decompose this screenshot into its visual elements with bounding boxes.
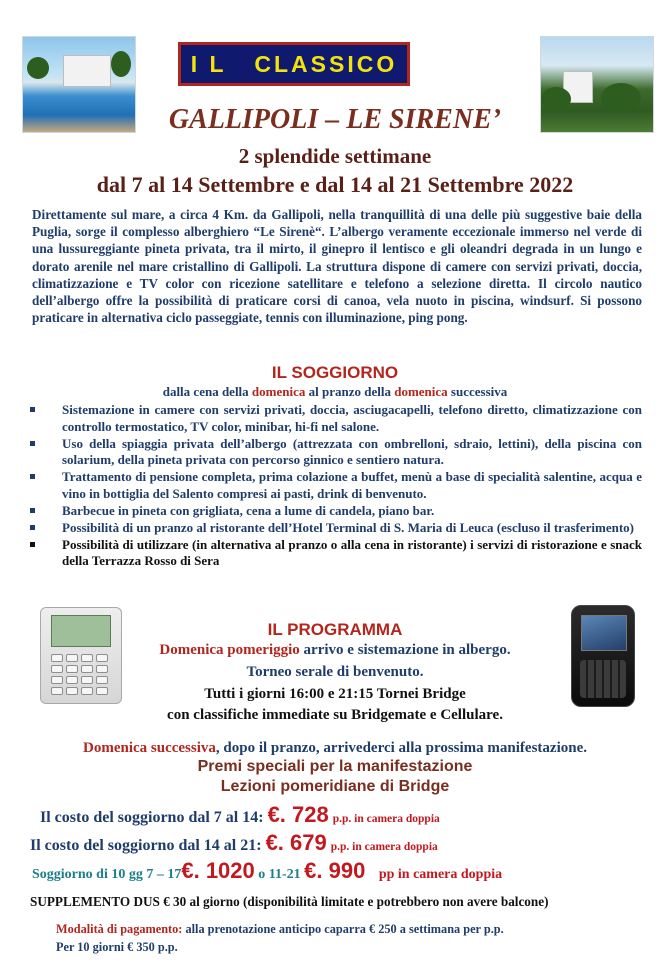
programma-title: IL PROGRAMMA <box>267 620 403 639</box>
price-note: p.p. in camera doppia <box>332 813 440 825</box>
programma-line-3: Tutti i giorni 16:00 e 21:15 Tornei Bridge <box>204 686 466 702</box>
pagamento-label: Modalità di pagamento: <box>56 922 183 936</box>
bullet-icon <box>30 508 35 513</box>
programma-line-2: Torneo serale di benvenuto. <box>246 664 424 680</box>
list-item-text: Possibilità di utilizzare (in alternativa al pranzo o alla cena in ristorante) i servizi di ristorazione e snack della Terrazza Rosso di Sera <box>62 536 642 569</box>
price-note: pp in camera doppia <box>378 867 503 882</box>
programma-line-4: con classifiche immediate su Bridgemate e Cellulare. <box>167 707 503 723</box>
programma-line-1 <box>0 642 670 659</box>
soggiorno-sub-b: domenica <box>251 384 306 399</box>
soggiorno-sub-e: successiva <box>450 384 508 399</box>
price-mid: o 11-21 <box>258 867 301 882</box>
pagamento-block <box>56 920 636 956</box>
bullet-icon <box>30 525 35 530</box>
soggiorno-sub-c: al pranzo della <box>308 384 391 399</box>
list-item <box>30 520 642 537</box>
price-note: p.p. in camera doppia <box>330 841 438 853</box>
supplemento-text: SUPPLEMENTO DUS € 30 al giorno (disponibilità limitate e potrebbero non avere balcone) <box>30 894 549 909</box>
bullet-icon <box>30 474 35 479</box>
price-label: Il costo del soggiorno dal 7 al 14: <box>40 809 264 826</box>
list-item-text: Sistemazione in camere con servizi privati, doccia, asciugacapelli, telefono diretto, climatizzazione con controllo termostatico, TV color, minibar, hi-fi nel salone. <box>62 402 642 434</box>
closing-rest: , dopo il pranzo, arrivederci alla prossima manifestazione. <box>215 740 587 756</box>
pagamento-line-1 <box>56 920 636 938</box>
price-row-week2 <box>30 830 438 856</box>
dates-heading: dal 7 al 14 Settembre e dal 14 al 21 Settembre 2022 <box>96 172 574 197</box>
location-heading: GALLIPOLI – LE SIRENE’ <box>168 104 502 135</box>
soggiorno-sub-d: domenica <box>394 384 448 399</box>
price-value: €. 679 <box>265 830 327 855</box>
list-item <box>30 402 642 435</box>
list-item-text: Trattamento di pensione completa, prima colazione a buffet, menù a base di specialità salentine, acqua e vino in bottiglia del Salento compresi ai pasti, drink di benvenuto. <box>62 469 642 501</box>
list-item-text: Uso della spiaggia privata dell’albergo (attrezzata con ombrelloni, sdraio, lettini), della piscina con solarium, della pineta privata con percorso ginnico e sentiero natura. <box>62 435 642 468</box>
soggiorno-sub-a: dalla cena della <box>162 384 249 399</box>
price-value: €. 728 <box>267 802 329 827</box>
price-row-week1 <box>40 802 440 828</box>
list-item-text: Barbecue in pineta con grigliata, cena a lume di candela, piano bar. <box>62 502 435 518</box>
programma-line-1-red: Domenica pomeriggio <box>159 642 300 658</box>
premi-heading: Premi speciali per la manifestazione <box>197 758 473 775</box>
pagamento-text: alla prenotazione anticipo caparra € 250 a settimana per p.p. <box>182 922 504 936</box>
subtitle-heading: 2 splendide settimane <box>238 144 432 168</box>
list-item <box>30 469 642 502</box>
soggiorno-list <box>30 402 642 571</box>
closing-line <box>0 740 670 757</box>
soggiorno-subtitle <box>0 384 670 400</box>
closing-red: Domenica successiva <box>83 740 216 756</box>
title-text: I L CLASSICO <box>190 50 398 77</box>
bullet-icon <box>30 407 35 412</box>
price-value: €. 1020 <box>181 858 255 883</box>
pagamento-line-2: Per 10 giorni € 350 p.p. <box>56 940 178 954</box>
price-label: Soggiorno di 10 gg 7 – 17 <box>32 867 182 882</box>
list-item <box>30 503 642 520</box>
price-value-2: €. 990 <box>304 858 366 883</box>
soggiorno-title: IL SOGGIORNO <box>271 363 399 382</box>
list-item-text: Possibilità di un pranzo al ristorante dell’Hotel Terminal di S. Maria di Leuca (escluso il trasferimento) <box>62 519 634 535</box>
intro-paragraph: Direttamente sul mare, a circa 4 Km. da Gallipoli, nella tranquillità di una delle più suggestive baie della Puglia, sorge il complesso alberghiero “Le Sirenè“. L’albergo veramente eccezionale immerso nel verde di una lussureggiante pineta privata, tra il mirto, il ginepro il lentisco e gli oleandri degrada in un lungo e dorato arenile nel mare cristallino di Gallipoli. La struttura dispone di camere con servizi privati, doccia, climatizzazione e TV color con ricezione satellitare e telefono a selezione diretta. Il circolo nautico dell’albergo offre la possibilità di praticare corsi di canoa, vela nuoto in piscina, windsurf. Si possono praticare in alternativa ciclo passeggiate, tennis con illuminazione, ping pong. <box>32 207 642 326</box>
list-item <box>30 436 642 469</box>
programma-line-1-rest: arrivo e sistemazione in albergo. <box>299 642 511 658</box>
price-label: Il costo del soggiorno dal 14 al 21: <box>30 837 262 854</box>
price-row-10days <box>32 858 502 884</box>
bullet-icon <box>30 441 35 446</box>
bullet-icon <box>30 542 35 547</box>
title-banner <box>178 42 410 86</box>
lezioni-heading: Lezioni pomeridiane di Bridge <box>220 778 450 795</box>
list-item <box>30 537 642 570</box>
